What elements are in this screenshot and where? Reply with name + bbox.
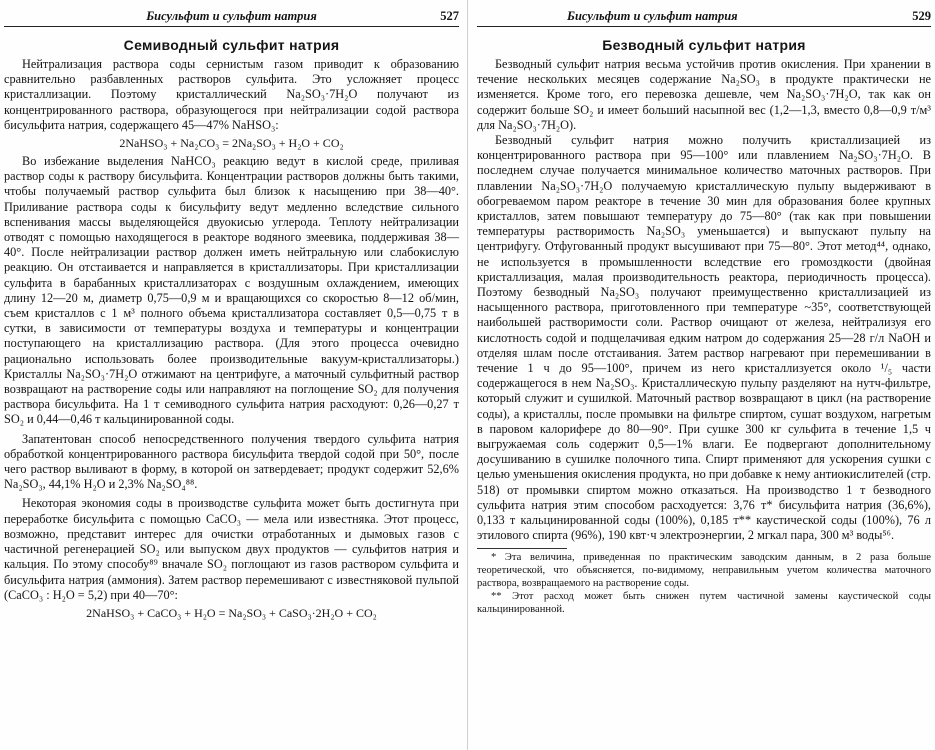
paragraph: Запатентован способ непосредственного получения твердого сульфита натрия обработкой концентрированного раствора бисульфита твердой содой при 50°, после чего раствор выливают в форму, в которой он затвердевает; продукт содержит 52,6% Na₂SO₃, 44,1% H₂O и 2,3% Na₂SO₄⁸⁸. <box>4 431 459 492</box>
page-number-right: 529 <box>912 9 931 23</box>
paragraph: Во избежание выделения NaHCO₃ реакцию ведут в кислой среде, приливая раствор соды к раствору бисульфита. Концентрации растворов должны быть такими, чтобы получаемый раствор сульфита был близок к насыщению при 38—40°. Приливание раствора соды к бисульфиту ведут медленно вследствие сильного вспенивания массы выделяющейся двуокисью углерода. Теплоту нейтрализации отводят с помощью находящегося в реакторе водяного змеевика, поддерживая 38—40°. После нейтрализации раствор должен иметь нейтральную или слабокислую реакцию. Он отстаивается и направляется в кристаллизаторы. При кристаллизации сульфита в барабанных кристаллизаторах с воздушным охлаждением, имеющих длину 12—20 м, диаметр 0,75—0,9 м и вращающихся со скоростью 8—12 об/мин, съем кристаллов с 1 м³ полного объема кристаллизатора составляет 0,5—0,75 т в сутки, в зависимости от температуры воздуха и температуры и концентрации поступающего на кристаллизацию раствора. (Для этого процесса очевидно рационально использовать более производительные вакуум-кристаллизаторы.) Кристаллы Na₂SO₃·7H₂O отжимают на центрифуге, а маточный сульфитный раствор возвращают на растворение соды или направляют на поглощение SO₂ для получения раствора бисульфита. На 1 т семиводного сульфита натрия расходуют: 0,26—0,27 т SO₂ и 0,44—0,46 т кальцинированной соды. <box>4 154 459 427</box>
paragraph: Безводный сульфит натрия весьма устойчив против окисления. При хранении в течение нескольких месяцев содержание Na₂SO₃ в продукте практически не изменяется. Кроме того, его перевозка дешевле, чем Na₂SO₃·7H₂O, так как он содержит больше SO₂ и имеет больший насыпной вес (1,2—1,3, вместо 0,8—0,9 т/м³ для Na₂SO₃·7H₂O). <box>477 57 931 132</box>
section-heading-anhydrous: Безводный сульфит натрия <box>602 37 806 53</box>
running-title-left: Бисульфит и сульфит натрия <box>146 9 317 23</box>
page-number-left: 527 <box>440 9 459 23</box>
running-header-left <box>4 6 459 27</box>
equation-neutralization: 2NaHSO₃ + Na₂CO₃ = 2Na₂SO₃ + H₂O + CO₂ <box>119 136 344 151</box>
paragraph: Нейтрализация раствора соды сернистым газом приводит к образованию сравнительно разбавленных растворов сульфита. Это усложняет процесс кристаллизации. Поэтому кристаллический Na₂SO₃·7H₂O получают из концентрированного раствора, образующегося при нейтрализации содой раствора бисульфита натрия, содержащего 45—47% NaHSO₃: <box>4 57 459 132</box>
footnote-separator <box>477 548 567 549</box>
left-page <box>0 0 467 750</box>
section-heading-heptahydrate: Семиводный сульфит натрия <box>123 37 340 53</box>
running-title-right: Бисульфит и сульфит натрия <box>567 9 738 23</box>
paragraph: Безводный сульфит натрия можно получить кристаллизацией из концентрированного раствора при 95—100° или плавлением Na₂SO₃·7H₂O. В последнем случае получается минимальное количество маточных растворов. При плавлении Na₂SO₃·7H₂O получаемую кристаллическую пульпу выдерживают в обогреваемом паром реакторе в течение 30 мин для образования более крупных кристаллов, затем повышают температуру до 75—80° (так как при повышении температуры растворимость Na₂SO₃ уменьшается) и выпускают пульпу на центрифугу. Отфугованный продукт высушивают при 75—80°. Этот метод⁴⁴, однако, не используется в промышленности вследствие его громоздкости (двойная кристаллизация, малая производительность реактора, периодичность процесса). Поэтому безводный Na₂SO₃ получают преимущественно кристаллизацией из насыщенного раствора, приготовленного при температуре ~35°, соответствующей наибольшей растворимости соли. Раствор очищают от железа, нейтрализуя его кислотность содой и подщелачивая едким натром до содержания 25—28 г/л NaOH и отделяя шлам после отстаивания. Затем раствор нагревают при перемешивании в течение 1 ч до 95—100°, причем из него кристаллизуется около ¹/₅ части содержащегося в нем Na₂SO₃. Кристаллическую пульпу разделяют на нутч-фильтре, который служит и сушилкой. Маточный раствор возвращают в цикл (на растворение соды), а кристаллы, после промывки на фильтре спиртом, сушат воздухом, нагретым в паровом калорифере до 80—90°. При сушке 300 кг сульфита в течение 1,5 ч выгружаемая соль содержит 0,5—1% влаги. Ее подвергают дополнительному досушиванию в сушилке полочного типа. Спирт применяют для ускорения сушки с целью уменьшения окисления продукта, но при добавке к нему антиокислителей (стр. 518) от промывки спиртом можно отказаться. На производство 1 т безводного сульфита натрия этим способом расходуется: 3,76 т* бисульфита натрия (36,6%), 0,133 т кальцинированной соды (100%), 0,185 т** каустической соды (100%), 76 л этилового спирта (96%), 190 квт·ч электроэнергии, 2 мгкал пара, 300 м³ воды⁵⁶. <box>477 133 931 543</box>
equation-limestone: 2NaHSO₃ + CaCO₃ + H₂O = Na₂SO₃ + CaSO₃·2H₂O + CO₂ <box>86 605 377 620</box>
footnote: ** Этот расход может быть снижен путем частичной замены каустической соды кальцинированной. <box>477 590 931 615</box>
running-header-right <box>477 6 931 27</box>
paragraph: Некоторая экономия соды в производстве сульфита может быть достигнута при переработке бисульфита с помощью CaCO₃ — мела или известняка. Этот процесс, возможно, представит интерес для очистки отработанных и дымовых газов с частичной регенерацией SO₂ или выпуском двух продуктов — сульфитов натрия и кальция. По этому способу⁸⁹ вначале SO₂ поглощают из газов раствором сульфита и бисульфита натрия (аммония). Затем раствор перемешивают с известняковой пульпой (CaCO₃ : H₂O = 5,2) при 40—70°: <box>4 496 459 602</box>
footnote: * Эта величина, приведенная по практическим заводским данным, в 2 раза больше теоретической, что объясняется, по-видимому, неправильным учетом количества маточного раствора, возвращаемого на растворение соды. <box>477 551 931 589</box>
right-page <box>467 0 935 750</box>
